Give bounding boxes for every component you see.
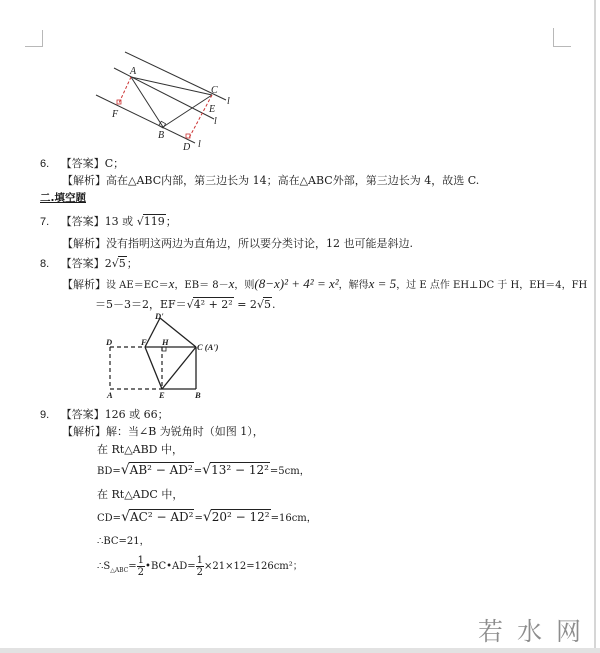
label-H: H — [162, 337, 169, 347]
q8-answer-tag: 【答案】 — [60, 257, 105, 270]
q8-text: ，EB＝ 8－ — [174, 280, 229, 291]
figure-folded-rectangle — [100, 310, 240, 400]
label-B: B — [195, 390, 201, 400]
q7-analysis: 没有指明这两边为直角边，所以要分类讨论，12 也可能是斜边. — [106, 237, 413, 250]
watermark-logo: 若水网 — [478, 617, 596, 646]
q9-area-line — [97, 555, 303, 583]
q8-analysis-line2: ＝5－3＝2，EF＝√4² + 2² = 2√5. — [95, 298, 276, 311]
label-A: A — [107, 390, 113, 400]
page-edge-bottom — [0, 648, 600, 653]
q9-text: ×21×12=126cm²； — [204, 561, 303, 572]
label-l3: l — [198, 139, 201, 150]
q8-var-x: x — [168, 276, 175, 291]
q6-analysis-line — [62, 174, 479, 188]
q9-step1: 在 Rt△ABD 中， — [97, 443, 184, 456]
q9-answer-tag: 【答案】 — [60, 408, 105, 421]
q8-equation: (8−x)² + 4² = x² — [254, 276, 339, 291]
q7-analysis-tag: 【解析】 — [62, 237, 106, 250]
label-F: F — [141, 337, 147, 347]
q8-number: 8. — [40, 258, 50, 270]
page-edge-right — [594, 0, 596, 653]
label-C-A-prime: C (A') — [197, 342, 219, 352]
label-F: F — [112, 109, 119, 120]
q8-answer-line: 8. 【答案】2√5； — [40, 257, 138, 270]
denominator: 2 — [196, 567, 204, 578]
q9-analysis-line — [62, 425, 264, 439]
q9-answer: 126 或 66； — [104, 408, 169, 421]
q8-solution: x = 5 — [368, 276, 397, 291]
q9-analysis-tag: 【解析】 — [62, 425, 106, 438]
q8-text: = 2 — [233, 298, 257, 311]
q7-analysis-line — [62, 237, 413, 251]
numerator: 1 — [196, 555, 204, 566]
q9-text: BD= — [97, 466, 121, 477]
q7-number: 7. — [40, 216, 50, 228]
q7-answer-tag: 【答案】 — [60, 215, 105, 228]
q8-sqrt: 4² + 2² — [193, 298, 233, 311]
q9-analysis: 解：当∠B 为锐角时（如图 1）， — [106, 425, 264, 438]
q6-answer-tag: 【答案】 — [60, 157, 105, 170]
q9-cd-line: CD=√AC² − AD²=√20² − 12²=16cm， — [97, 509, 317, 525]
q8-analysis-tag: 【解析】 — [62, 278, 106, 291]
label-D: D — [183, 142, 191, 153]
q8-text: . — [271, 298, 276, 311]
q9-bc-line: ∴BC=21， — [97, 536, 150, 547]
q9-bd-line: BD=√AB² − AD²=√13² − 12²=5cm， — [97, 462, 310, 478]
q6-answer-line — [40, 157, 124, 171]
section-heading-fill-blank: 二.填空题 — [40, 192, 86, 204]
fraction-half — [137, 555, 145, 578]
page-corner-mark-top-right — [553, 28, 571, 47]
q9-answer-line — [40, 408, 169, 422]
denominator: 2 — [137, 567, 145, 578]
q8-analysis-line1 — [62, 277, 587, 293]
q8-text: ＝5－3＝2，EF＝ — [95, 298, 187, 311]
q6-analysis-tag: 【解析】 — [62, 174, 106, 187]
label-D-prime: D' — [155, 311, 164, 321]
q9-text: = — [194, 513, 203, 524]
q7-answer-prefix: 13 或 — [104, 215, 137, 228]
q8-text: ，则 — [234, 280, 255, 291]
numerator: 1 — [137, 555, 145, 566]
q8-var-x: x — [228, 276, 235, 291]
label-l2: l — [214, 116, 217, 127]
label-B: B — [158, 130, 165, 141]
q8-sqrt: 5 — [263, 298, 271, 311]
label-D: D — [106, 337, 113, 347]
q9-sqrt: 20² − 12² — [211, 510, 270, 524]
q9-subscript: △ABC — [110, 567, 129, 574]
q6-answer: C； — [104, 157, 125, 170]
fraction-half — [196, 555, 204, 578]
q9-text: CD= — [97, 513, 122, 524]
q9-text: =5cm， — [269, 466, 310, 477]
label-E: E — [159, 390, 165, 400]
q6-number: 6. — [40, 158, 50, 170]
figure-parallel-lines-triangle — [90, 45, 250, 155]
q9-number: 9. — [40, 409, 50, 421]
q9-text: •BC•AD= — [145, 561, 196, 572]
label-E: E — [209, 104, 216, 115]
q7-answer-sqrt: 119 — [143, 215, 165, 228]
q9-step2: 在 Rt△ADC 中， — [97, 488, 184, 501]
q9-text: = — [128, 561, 137, 572]
q7-answer-suffix: ； — [165, 215, 177, 228]
q9-text: ∴S — [97, 561, 111, 572]
label-A: A — [130, 66, 137, 77]
q7-answer-line: 7. 【答案】13 或 √119； — [40, 215, 177, 228]
q9-sqrt: AC² − AD² — [129, 510, 194, 524]
q9-text: =16cm， — [270, 513, 317, 524]
q9-sqrt: AB² − AD² — [129, 463, 193, 477]
q8-text: 设 AE＝EC＝ — [106, 280, 169, 291]
q9-sqrt: 13² − 12² — [211, 463, 269, 477]
q9-text: = — [193, 466, 203, 477]
label-l1: l — [227, 96, 230, 107]
q8-answer-sqrt: 5 — [118, 257, 126, 270]
page-corner-mark-top-left — [25, 30, 43, 47]
q8-answer-prefix: 2 — [104, 257, 112, 270]
q8-text: ，过 E 点作 EH⊥DC 于 H，EH＝4，FH — [396, 280, 588, 291]
q6-analysis: 高在△ABC内部，第三边长为 14；高在△ABC外部，第三边长为 4，故选 C. — [106, 174, 480, 187]
q8-answer-suffix: ； — [126, 257, 138, 270]
q8-text: ，解得 — [338, 280, 369, 291]
label-C: C — [211, 85, 218, 96]
